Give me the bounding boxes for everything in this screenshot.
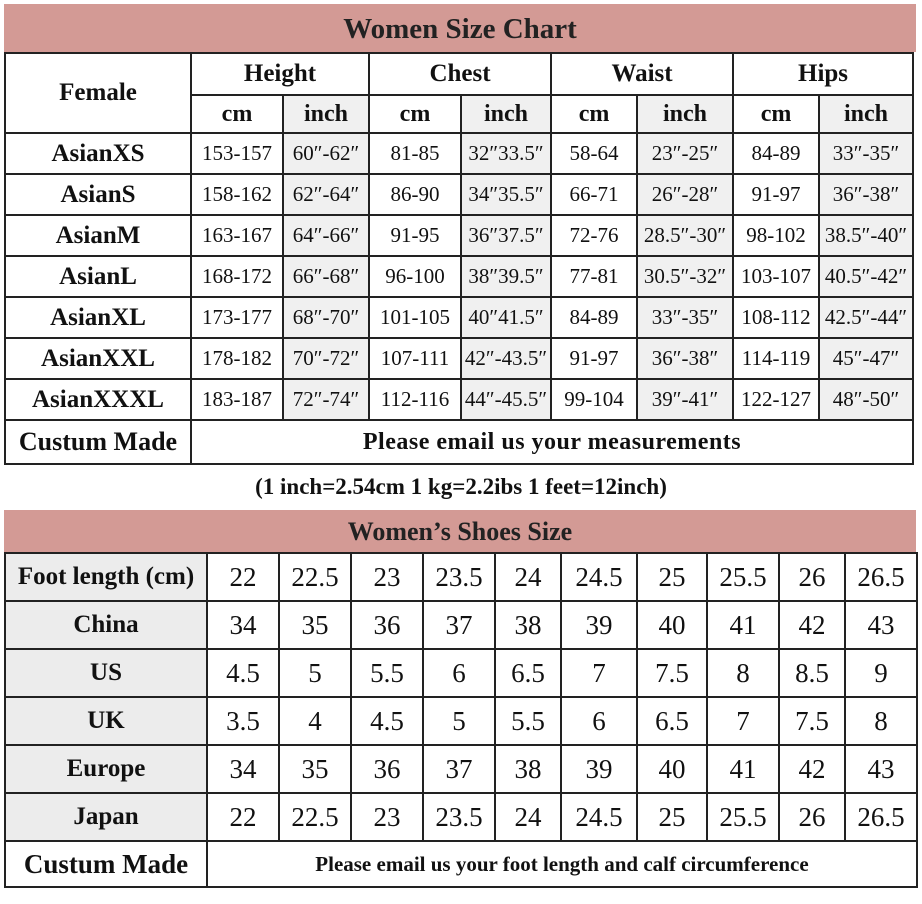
size-cell: 68″-70″ [283,297,369,338]
shoe-cell: 36 [351,745,423,793]
shoe-cell: 42 [779,745,845,793]
shoe-cell: 43 [845,745,917,793]
size-cell: 173-177 [191,297,283,338]
shoe-cell: 4.5 [207,649,279,697]
size-cell: 64″-66″ [283,215,369,256]
shoe-custom-made-label: Custum Made [5,841,207,887]
unit-header: cm [191,95,283,133]
size-cell: 178-182 [191,338,283,379]
shoe-row [5,697,917,745]
unit-header: cm [369,95,461,133]
shoe-chart-table [4,552,918,888]
size-cell: 60″-62″ [283,133,369,174]
shoe-cell: 22.5 [279,553,351,601]
size-row [5,379,913,420]
shoe-cell: 40 [637,745,707,793]
shoe-cell: 38 [495,601,561,649]
shoe-cell: 6 [561,697,637,745]
group-header: Chest [369,53,551,95]
size-cell: 38.5″-40″ [819,215,913,256]
shoe-cell: 42 [779,601,845,649]
size-label: AsianXXXL [5,379,191,420]
shoe-cell: 41 [707,601,779,649]
shoe-cell: 5.5 [495,697,561,745]
size-cell: 36″-38″ [819,174,913,215]
shoe-cell: 26.5 [845,793,917,841]
shoe-cell: 25.5 [707,793,779,841]
shoe-cell: 36 [351,601,423,649]
shoe-row [5,745,917,793]
shoe-row-label: UK [5,697,207,745]
size-cell: 40.5″-42″ [819,256,913,297]
shoe-cell: 23.5 [423,793,495,841]
unit-header: cm [733,95,819,133]
shoe-cell: 25 [637,793,707,841]
unit-header: inch [283,95,369,133]
size-cell: 103-107 [733,256,819,297]
custom-made-label: Custum Made [5,420,191,464]
shoe-cell: 37 [423,601,495,649]
size-cell: 72″-74″ [283,379,369,420]
size-cell: 44″-45.5″ [461,379,551,420]
size-cell: 163-167 [191,215,283,256]
size-cell: 91-95 [369,215,461,256]
shoe-row [5,553,917,601]
size-row [5,256,913,297]
size-cell: 34″35.5″ [461,174,551,215]
size-chart-table [4,52,914,465]
size-cell: 158-162 [191,174,283,215]
shoe-cell: 26.5 [845,553,917,601]
shoe-chart-title: Women’s Shoes Size [4,510,916,552]
shoe-cell: 24.5 [561,793,637,841]
shoe-row [5,601,917,649]
size-cell: 86-90 [369,174,461,215]
shoe-row [5,649,917,697]
size-label: AsianL [5,256,191,297]
size-cell: 48″-50″ [819,379,913,420]
size-cell: 38″39.5″ [461,256,551,297]
shoe-cell: 26 [779,553,845,601]
size-cell: 36″37.5″ [461,215,551,256]
shoe-cell: 34 [207,601,279,649]
size-label: AsianM [5,215,191,256]
size-label: AsianS [5,174,191,215]
size-cell: 107-111 [369,338,461,379]
size-cell: 91-97 [551,338,637,379]
shoe-cell: 22 [207,793,279,841]
shoe-cell: 25 [637,553,707,601]
size-cell: 58-64 [551,133,637,174]
unit-header: cm [551,95,637,133]
shoe-row-label: China [5,601,207,649]
size-cell: 77-81 [551,256,637,297]
size-cell: 81-85 [369,133,461,174]
shoe-cell: 8 [845,697,917,745]
size-cell: 33″-35″ [637,297,733,338]
size-cell: 114-119 [733,338,819,379]
size-header-row [5,53,913,95]
size-cell: 28.5″-30″ [637,215,733,256]
shoe-cell: 7 [561,649,637,697]
shoe-cell: 35 [279,745,351,793]
size-cell: 42″-43.5″ [461,338,551,379]
group-header: Waist [551,53,733,95]
size-row [5,133,913,174]
size-cell: 108-112 [733,297,819,338]
size-cell: 66″-68″ [283,256,369,297]
shoe-custom-made-message: Please email us your foot length and calf circumference [207,841,917,887]
shoe-cell: 8 [707,649,779,697]
shoe-cell: 9 [845,649,917,697]
size-cell: 72-76 [551,215,637,256]
shoe-row [5,793,917,841]
shoe-cell: 7 [707,697,779,745]
shoe-row-label: US [5,649,207,697]
size-cell: 99-104 [551,379,637,420]
size-cell: 45″-47″ [819,338,913,379]
shoe-cell: 41 [707,745,779,793]
size-cell: 183-187 [191,379,283,420]
shoe-cell: 7.5 [637,649,707,697]
shoe-cell: 40 [637,601,707,649]
shoe-cell: 37 [423,745,495,793]
shoe-row-label: Foot length (cm) [5,553,207,601]
shoe-row-label: Europe [5,745,207,793]
size-cell: 36″-38″ [637,338,733,379]
shoe-cell: 38 [495,745,561,793]
shoe-cell: 39 [561,745,637,793]
size-cell: 32″33.5″ [461,133,551,174]
shoe-cell: 7.5 [779,697,845,745]
shoe-cell: 5 [423,697,495,745]
size-cell: 23″-25″ [637,133,733,174]
shoe-cell: 24 [495,553,561,601]
shoe-cell: 24.5 [561,553,637,601]
size-cell: 33″-35″ [819,133,913,174]
group-header: Hips [733,53,913,95]
shoe-cell: 6.5 [637,697,707,745]
size-cell: 42.5″-44″ [819,297,913,338]
unit-header: inch [819,95,913,133]
size-cell: 62″-64″ [283,174,369,215]
size-row [5,174,913,215]
size-row [5,215,913,256]
size-cell: 40″41.5″ [461,297,551,338]
size-label: AsianXS [5,133,191,174]
size-cell: 122-127 [733,379,819,420]
size-cell: 153-157 [191,133,283,174]
shoe-cell: 3.5 [207,697,279,745]
shoe-cell: 25.5 [707,553,779,601]
shoe-cell: 24 [495,793,561,841]
shoe-cell: 26 [779,793,845,841]
size-cell: 30.5″-32″ [637,256,733,297]
shoe-cell: 22 [207,553,279,601]
size-label: AsianXL [5,297,191,338]
size-cell: 91-97 [733,174,819,215]
size-cell: 70″-72″ [283,338,369,379]
shoe-cell: 5.5 [351,649,423,697]
shoe-cell: 39 [561,601,637,649]
custom-made-message: Please email us your measurements [191,420,913,464]
size-cell: 98-102 [733,215,819,256]
size-cell: 66-71 [551,174,637,215]
shoe-cell: 23.5 [423,553,495,601]
shoe-cell: 43 [845,601,917,649]
shoe-cell: 4 [279,697,351,745]
unit-header: inch [461,95,551,133]
shoe-cell: 35 [279,601,351,649]
female-header: Female [5,53,191,133]
size-label: AsianXXL [5,338,191,379]
size-cell: 39″-41″ [637,379,733,420]
shoe-cell: 23 [351,553,423,601]
shoe-cell: 6.5 [495,649,561,697]
size-cell: 168-172 [191,256,283,297]
size-row [5,297,913,338]
shoe-cell: 5 [279,649,351,697]
size-chart-title: Women Size Chart [4,4,916,52]
shoe-cell: 23 [351,793,423,841]
unit-header: inch [637,95,733,133]
shoe-cell: 4.5 [351,697,423,745]
shoe-row-label: Japan [5,793,207,841]
size-row [5,338,913,379]
conversion-note: (1 inch=2.54cm 1 kg=2.2ibs 1 feet=12inch) [255,474,667,499]
shoe-cell: 8.5 [779,649,845,697]
group-header: Height [191,53,369,95]
size-cell: 26″-28″ [637,174,733,215]
size-cell: 96-100 [369,256,461,297]
shoe-cell: 22.5 [279,793,351,841]
custom-made-row [5,420,913,464]
size-cell: 84-89 [733,133,819,174]
size-cell: 101-105 [369,297,461,338]
shoe-custom-made-row [5,841,917,887]
size-cell: 84-89 [551,297,637,338]
shoe-cell: 34 [207,745,279,793]
shoe-cell: 6 [423,649,495,697]
size-cell: 112-116 [369,379,461,420]
